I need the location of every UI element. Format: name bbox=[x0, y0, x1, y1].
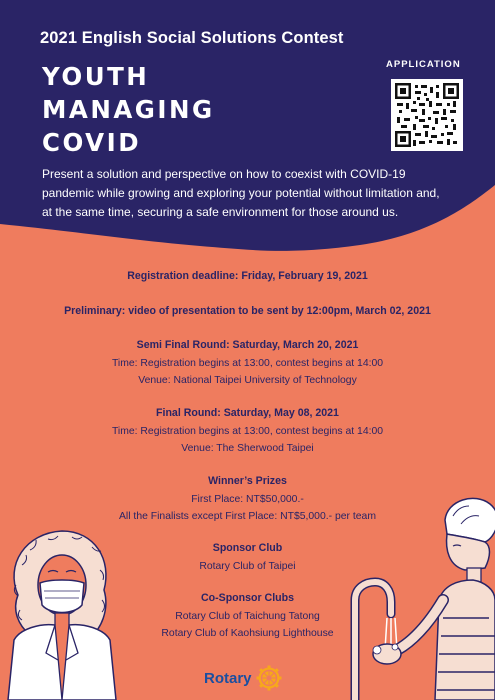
poster-title bbox=[42, 60, 302, 159]
co-sponsor-heading: Co-Sponsor Clubs bbox=[201, 592, 294, 604]
application-label: APPLICATION bbox=[386, 59, 461, 70]
qr-code-icon bbox=[395, 83, 459, 147]
first-place-prize: First Place: NT$50,000.- bbox=[191, 493, 304, 505]
intro-paragraph: Present a solution and perspective on how to coexist with COVID-19 pandemic while growing and exploring your potential without limitation and, at the same time, securing a safe environment for those around us. bbox=[42, 167, 440, 219]
woman-with-mask-illustration bbox=[0, 525, 120, 700]
final-heading: Final Round: Saturday, May 08, 2021 bbox=[156, 407, 339, 419]
title-line: YOUTH bbox=[42, 62, 150, 91]
preliminary-section bbox=[0, 303, 495, 321]
semi-final-time: Time: Registration begins at 13:00, contest begins at 14:00 bbox=[111, 357, 384, 369]
title-line: MANAGING bbox=[42, 95, 215, 124]
rotary-wordmark: Rotary bbox=[204, 669, 252, 687]
registration-section bbox=[0, 268, 495, 286]
co-sponsor-club: Rotary Club of Taichung Tatong bbox=[175, 610, 320, 622]
rotary-logo bbox=[204, 665, 282, 691]
contest-subtitle: 2021 English Social Solutions Contest bbox=[40, 29, 344, 47]
rotary-wheel-icon bbox=[256, 665, 282, 691]
man-washing-hands-illustration bbox=[335, 490, 495, 700]
title-line: COVID bbox=[42, 128, 142, 157]
final-time: Time: Registration begins at 13:00, contest begins at 14:00 bbox=[111, 425, 384, 437]
semi-final-section bbox=[0, 337, 495, 390]
registration-deadline: Registration deadline: Friday, February 19, 2021 bbox=[127, 270, 368, 282]
application-qr-code[interactable] bbox=[391, 79, 463, 151]
final-section bbox=[0, 405, 495, 458]
sponsor-club: Rotary Club of Taipei bbox=[199, 560, 296, 572]
final-venue: Venue: The Sherwood Taipei bbox=[181, 443, 314, 454]
co-sponsor-club: Rotary Club of Kaohsiung Lighthouse bbox=[161, 628, 334, 639]
sponsor-heading: Sponsor Club bbox=[212, 542, 283, 554]
semi-final-heading: Semi Final Round: Saturday, March 20, 2021 bbox=[136, 339, 359, 351]
finalists-prize: All the Finalists except First Place: NT$5,000.- per team bbox=[119, 511, 376, 522]
preliminary-deadline: Preliminary: video of presentation to be sent by 12:00pm, March 02, 2021 bbox=[64, 305, 431, 317]
prizes-heading: Winner’s Prizes bbox=[208, 475, 287, 487]
semi-final-venue: Venue: National Taipei University of Technology bbox=[138, 375, 357, 386]
